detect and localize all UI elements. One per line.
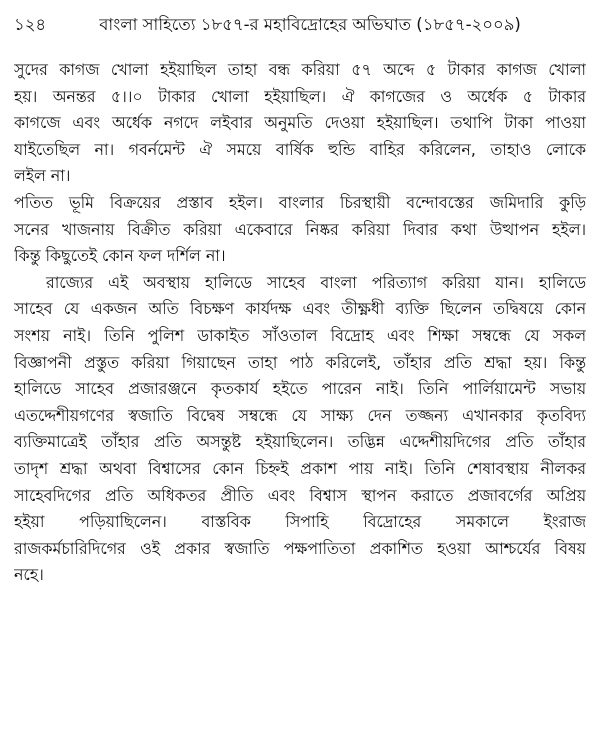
text-line: তাদৃশ শ্রদ্ধা অথবা বিশ্বাসের কোন চিহ্নই প্রকাশ পায় নাই। তিনি শেষাবস্থায় নীলকর [14, 458, 586, 478]
text-line: হালিডে সাহেব প্রজারঞ্জনে কৃতকার্য হইতে পারেন নাই। তিনি পার্লিয়ামেন্ট সভায় [14, 379, 586, 399]
body-text [14, 57, 586, 589]
text-line: নহে। [14, 565, 44, 585]
text-line: কাগজে এবং অর্ধেক নগদে লইবার অনুমতি দেওয়া হইয়াছিল। তথাপি টাকা পাওয়া [14, 113, 586, 133]
text-line: যাইতেছিল না। গবর্নমেন্ট ঐ সময়ে বার্ষিক হুন্ডি বাহির করিলেন, তাহাও লোকে [14, 139, 586, 159]
text-line: হইয়া পড়িয়াছিলেন। বাস্তবিক সিপাহি বিদ্রোহের সমকালে ইংরাজ [14, 512, 586, 532]
text-line: এতদ্দেশীয়গণের স্বজাতি বিদ্বেষ সম্বন্ধে যে সাক্ষ্য দেন তজ্জন্য এখানকার কৃতবিদ্য [14, 405, 586, 425]
text-line: সাহেব যে একজন অতি বিচক্ষণ কার্যদক্ষ এবং তীক্ষ্ণধী ব্যক্তি ছিলেন তদ্বিষয়ে কোন [14, 299, 586, 319]
text-line: বিজ্ঞাপনী প্রস্তুত করিয়া গিয়াছেন তাহা পাঠ করিলেই, তাঁহার প্রতি শ্রদ্ধা হয়। কিন্তু [14, 352, 586, 372]
text-line: সংশয় নাই। তিনি পুলিশ ডাকাইত সাঁওতাল বিদ্রোহ এবং শিক্ষা সম্বন্ধে যে সকল [14, 325, 586, 345]
running-head [14, 10, 586, 40]
text-line: রাজকর্মচারিদিগের ওই প্রকার স্বজাতি পক্ষপাতিতা প্রকাশিত হওয়া আশ্চর্যের বিষয় [14, 538, 586, 558]
text-line: রাজ্যের এই অবস্থায় হালিডে সাহেব বাংলা পরিত্যাগ করিয়া যান। হালিডে [46, 272, 586, 292]
text-line: সাহেবদিগের প্রতি অধিকতর প্রীতি এবং বিশ্বাস স্থাপন করাতে প্রজাবর্গের অপ্রিয় [14, 485, 586, 505]
text-line: কিন্তু কিছুতেই কোন ফল দর্শিল না। [14, 246, 226, 266]
text-line: সনের খাজনায় বিক্রীত করিয়া একেবারে নিষ্কর করিয়া দিবার কথা উত্থাপন হইল। [14, 219, 586, 239]
text-line: হয়। অনন্তর ৫।।০ টাকার খোলা হইয়াছিল। ঐ কাগজের ও অর্ধেক ৫ টাকার [14, 86, 586, 106]
text-line: পতিত ভূমি বিক্রয়ের প্রস্তাব হইল। বাংলার চিরস্থায়ী বন্দোবস্তের জমিদারি কুড়ি [14, 192, 586, 212]
page-number: ১২৪ [14, 15, 47, 34]
text-line: লইল না। [14, 166, 71, 186]
text-line: সুদের কাগজ খোলা হইয়াছিল তাহা বন্ধ করিয়া ৫৭ অব্দে ৫ টাকার কাগজ খোলা [14, 60, 586, 79]
text-line: ব্যক্তিমাত্রেই তাঁহার প্রতি অসন্তুষ্ট হইয়াছিলেন। তদ্ভিন্ন এদ্দেশীয়দিগের প্রতি তাঁহার [14, 432, 586, 452]
running-title: বাংলা সাহিত্যে ১৮৫৭-র মহাবিদ্রোহের অভিঘাত (১৮৫৭-২০০৯) [99, 15, 521, 34]
